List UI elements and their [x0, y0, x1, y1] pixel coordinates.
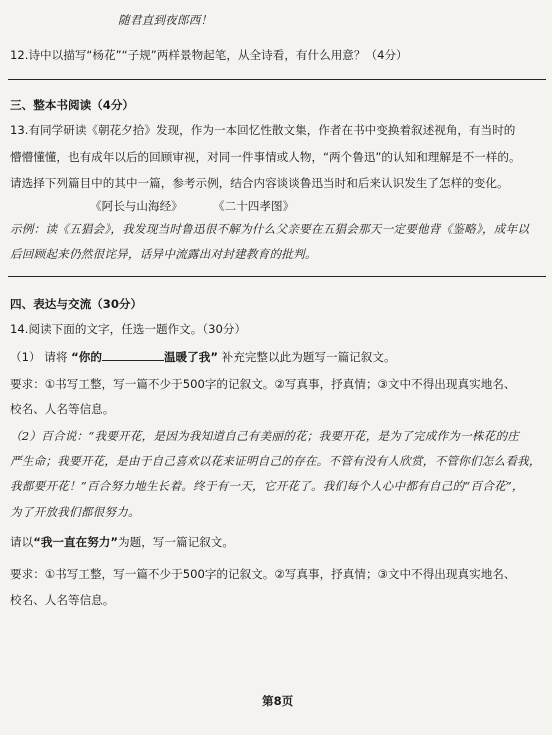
prompt-2-title — [10, 534, 234, 550]
section-4-title: 四、表达与交流（30分） — [10, 297, 143, 311]
question-13-line-2: 懵懵懂懂，也有成年以后的回顾审视，对同一件事情或人物，“两个鲁迅”的认知和理解是不一样的。 — [10, 150, 521, 164]
requirement-2-line-2: 校名、人名等信息。 — [10, 593, 115, 607]
fill-in-blank — [102, 348, 164, 361]
page-number: 第8页 — [262, 694, 294, 708]
option-a-changhang: 《阿长与山海经》 — [90, 199, 183, 213]
prompt-1-suffix: 补充完整以此为题写一篇记叙文。 — [221, 350, 396, 364]
example-line-2: 后回顾起来仍然很诧异，话异中流露出对封建教育的批判。 — [10, 247, 317, 261]
question-13-line-1: 13.有同学研读《朝花夕拾》发现，作为一本回忆性散文集，作者在书中变换着叙述视角，有当时的 — [10, 123, 516, 137]
prompt-2-bold-title: “我一直在努力” — [33, 535, 119, 549]
prompt-2-prefix: 请以 — [10, 535, 34, 549]
prompt-1-prefix: （1） 请将 — [10, 350, 68, 364]
example-line-1: 示例：读《五猖会》，我发现当时鲁迅很不解为什么父亲要在五猖会那天一定要他背《鉴略》，成年以 — [10, 222, 530, 236]
poem-last-line: 随君直到夜郎西！ — [118, 13, 213, 27]
prompt-2-line-1: （2）百合说：“我要开花，是因为我知道自己有美丽的花；我要开花，是为了完成作为一株花的庄 — [10, 429, 520, 443]
section-3-title: 三、整本书阅读（4分） — [10, 98, 135, 112]
requirement-1-line-2: 校名、人名等信息。 — [10, 402, 115, 416]
question-13-line-3: 请选择下列篇目中的其中一篇，参考示例，结合内容谈谈鲁迅当时和后来认识发生了怎样的变化。 — [10, 176, 509, 190]
prompt-2-line-4: 为了开放我们都很努力。 — [10, 505, 140, 519]
prompt-1 — [10, 348, 396, 365]
question-14: 14.阅读下面的文字，任选一题作文。（30分） — [10, 322, 247, 336]
prompt-2-line-2: 严生命；我要开花，是由于自己喜欢以花来证明自己的存在。不管有没有人欣赏，不管你们怎么看我， — [10, 454, 541, 468]
prompt-2-line-3: 我都要开花！”百合努力地生长着。终于有一天，它开花了。我们每个人心中都有自己的“百合花”， — [10, 479, 524, 493]
question-12: 12.诗中以描写“杨花”“子规”两样景物起笔，从全诗看，有什么用意？（4分） — [10, 48, 408, 62]
answer-line-12 — [8, 79, 546, 80]
option-b-24xiao: 《二十四孝图》 — [213, 199, 295, 213]
prompt-1-bold-a: “你的 — [71, 350, 102, 364]
requirement-1-line-1: 要求：①书写工整，写一篇不少于500字的记叙文。②写真事，抒真情；③文中不得出现真实地名、 — [10, 377, 516, 391]
prompt-2-suffix: 为题，写一篇记叙文。 — [118, 535, 234, 549]
requirement-2-line-1: 要求：①书写工整，写一篇不少于500字的记叙文。②写真事，抒真情；③文中不得出现真实地名、 — [10, 567, 516, 581]
divider — [8, 276, 546, 277]
prompt-1-bold-b: 温暖了我” — [163, 350, 218, 364]
